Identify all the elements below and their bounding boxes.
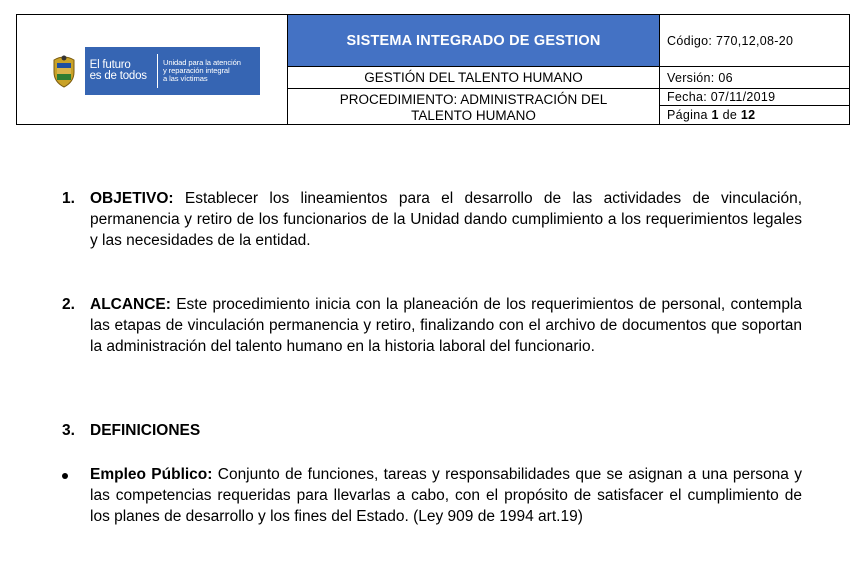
section-number: 2. bbox=[62, 296, 75, 313]
section-objetivo bbox=[62, 188, 802, 251]
bullet-icon bbox=[62, 473, 68, 479]
institution-logo bbox=[43, 47, 260, 95]
logo-slogan bbox=[85, 60, 155, 82]
section-body bbox=[90, 188, 802, 251]
procedure-title bbox=[288, 89, 659, 124]
section-alcance bbox=[62, 294, 802, 357]
section-body bbox=[90, 294, 802, 357]
logo-divider bbox=[157, 54, 158, 88]
section-number: 1. bbox=[62, 190, 75, 207]
section-label: ALCANCE: bbox=[90, 296, 171, 313]
document-date: Fecha: 07/11/2019 bbox=[660, 89, 849, 106]
page-prefix: Página bbox=[667, 108, 708, 122]
logo-slogan-line2: es de todos bbox=[89, 70, 147, 82]
section-heading: DEFINICIONES bbox=[90, 422, 201, 439]
page-total: 12 bbox=[740, 108, 756, 122]
section-text: Establecer los lineamientos para el desarrollo de las actividades de vinculación, permanencia y retiro de los funcionarios de la Unidad dando cumplimiento a los requerimientos legales y las necesidades de la entidad. bbox=[90, 190, 802, 249]
section-number: 3. bbox=[62, 422, 75, 439]
definition-text: Conjunto de funciones, tareas y responsabilidades que se asignan a una persona y las competencias requeridas para llevarlas a cabo, con el propósito de satisfacer el cumplimiento de los planes de desarrollo y los fines del Estado. (Ley 909 de 1994 art.19) bbox=[90, 466, 802, 525]
logo-entity-line1: Unidad para la atención bbox=[162, 58, 241, 67]
section-label: OBJETIVO: bbox=[90, 190, 174, 207]
page-of: de bbox=[722, 108, 738, 122]
page-current: 1 bbox=[711, 108, 719, 122]
system-title: SISTEMA INTEGRADO DE GESTION bbox=[288, 15, 659, 67]
document-header-table bbox=[16, 14, 850, 125]
colombia-shield-icon bbox=[43, 47, 85, 95]
section-definiciones bbox=[62, 420, 802, 441]
logo-entity-line3: a las víctimas bbox=[162, 74, 208, 83]
definition-list-item bbox=[62, 464, 802, 527]
document-version: Versión: 06 bbox=[660, 67, 849, 89]
logo-slogan-line1: El futuro bbox=[89, 59, 131, 71]
definition-body bbox=[90, 464, 802, 527]
section-text: Este procedimiento inicia con la planeación de los requerimientos de personal, contempla las etapas de vinculación permanencia y retiro, finalizando con el archivo de documentos que soportan la administración del talento humano en la historia laboral del funcionario. bbox=[90, 296, 802, 355]
procedure-title-line2: TALENTO HUMANO bbox=[411, 107, 536, 123]
area-title: GESTIÓN DEL TALENTO HUMANO bbox=[288, 67, 659, 89]
page-indicator bbox=[660, 106, 849, 124]
definition-term: Empleo Público: bbox=[90, 466, 213, 483]
logo-entity-name bbox=[163, 59, 260, 83]
header-meta-column bbox=[660, 15, 849, 124]
header-title-column bbox=[288, 15, 660, 124]
document-code: Código: 770,12,08-20 bbox=[660, 15, 849, 67]
logo-cell bbox=[17, 15, 288, 124]
logo-entity-line2: y reparación integral bbox=[162, 66, 230, 75]
procedure-title-line1: PROCEDIMIENTO: ADMINISTRACIÓN DEL bbox=[339, 91, 608, 107]
